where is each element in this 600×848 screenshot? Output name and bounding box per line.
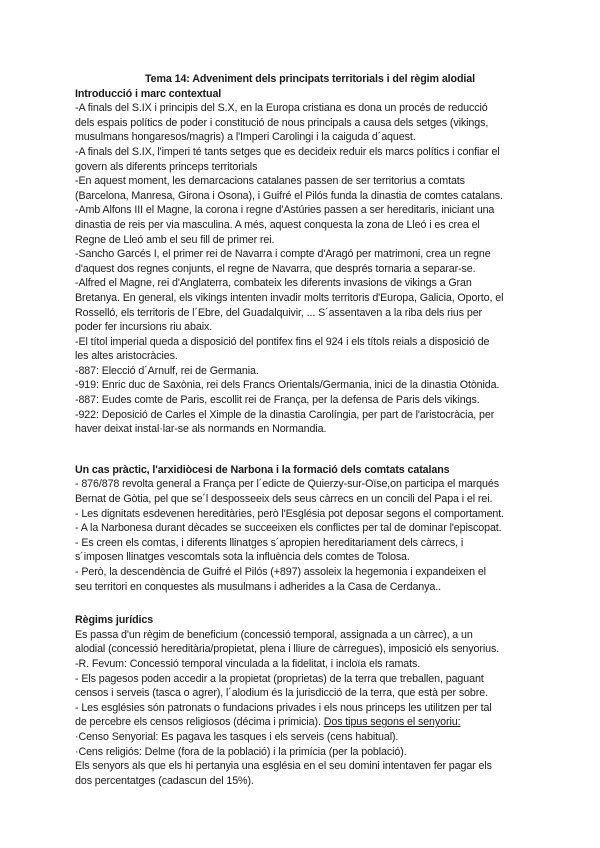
paragraph-line: les altes aristocràcies. [75, 350, 178, 363]
section-narbona-body [75, 477, 545, 594]
paragraph-line: - Les esglésies són patronats o fundacions privades i els nous princeps les utilitzen per tal [75, 701, 492, 714]
paragraph-line: Bernat de Gòtia, pel que se´l desposseeix dels seus càrrecs en un concili del Papa i el rei. [75, 493, 493, 506]
paragraph-line: haver deixat instal·lar-se als normands en Normandia. [75, 423, 327, 436]
paragraph-line: -A finals del S.IX, l'imperi té tants setges que es decideix reduir els marcs polítics i confiar el [75, 145, 500, 158]
paragraph-line: -919: Enric duc de Saxònia, rei dels Francs Orientals/Germania, inici de la dinastia Otònida. [75, 379, 500, 392]
spacer [75, 437, 545, 463]
paragraph-line: - A la Narbonesa durant dècades se succeeixen els conflictes per tal de dominar l'episcopat. [75, 522, 502, 535]
paragraph-line: Es passa d'un règim de beneficium (concessió temporal, assignada a un càrrec), a un [75, 628, 473, 641]
paragraph-line: Bretanya. En general, els vikings intenten invadir molts territoris d'Europa, Galicia, Oporto, el [75, 291, 504, 304]
paragraph-line: (Barcelona, Manresa, Girona i Osona), i Guifré el Pilós funda la dinastia de comtes catalans. [75, 189, 503, 202]
paragraph-line: seu territori en conquestes als musulmans i adherides a la Casa de Cerdanya.. [75, 580, 441, 593]
section-regims-body [75, 628, 545, 716]
paragraph-line: s´imposen llinatges vescomtals sota la influència dels comtes de Tolosa. [75, 551, 410, 564]
paragraph-line: dels espais polítics de poder i constitució de nous principals a causa dels setges (vikings, [75, 116, 489, 129]
paragraph-line: d'aquest dos regnes conjunts, el regne de Navarra, que després tornaria a separar-se. [75, 262, 476, 275]
paragraph-line: ·Censo Senyorial: Es pagava les tasques i els serveis (cens habitual). [75, 730, 399, 743]
paragraph-line: -Sancho Garcés I, el primer rei de Navarra i compte d'Aragó per matrimoni, crea un regne [75, 248, 491, 261]
paragraph-line: Els senyors als que els hi pertanyia una església en el seu domini intentaven fer pagar els [75, 760, 492, 773]
paragraph-line: - Però, la descendència de Guifré el Pilós (+897) assoleix la hegemonia i expandeixen el [75, 566, 486, 578]
paragraph-line: - Els pagesos poden accedir a la propietat (proprietas) de la terra que treballen, paguant [75, 672, 484, 685]
paragraph-line: - Les dignitats esdevenen hereditàries, però l'Església pot deposar segons el comportament. [75, 507, 505, 520]
section-heading-intro: Introducció i marc contextual [75, 87, 222, 100]
paragraph-line: -R. Fevum: Concessió temporal vinculada a la fidelitat, i incloïa els ramats. [75, 657, 421, 670]
paragraph-line: govern als diferents princeps territorials [75, 160, 258, 173]
paragraph-line: dos percentatges (cadascun del 15%). [75, 774, 254, 787]
paragraph-line: musulmans hongaresos/magris) a l'Imperi Carolingi i la caiguda d´aquest. [75, 131, 416, 144]
paragraph-line: censos i serveis (tasca o agrer), l´alodium és la jurisdicció de la terra, que està per sobre. [75, 687, 488, 700]
section-heading-narbona: Un cas pràctic, l'arxidiòcesi de Narbona i la formació dels comtats catalans [75, 463, 450, 476]
paragraph-line: - 876/878 revolta general a França per l´edicte de Quierzy-sur-Oïse,on participa el marqués [75, 478, 499, 491]
paragraph-line: ·Cens religiós: Delme (fora de la població) i la primícia (per la població). [75, 745, 407, 758]
paragraph-line [75, 715, 545, 730]
document-page [75, 72, 545, 788]
section-intro-body [75, 101, 545, 437]
paragraph-line: -A finals del S.IX i principis del S.X, en la Europa cristiana es dona un procés de reducció [75, 102, 488, 115]
section-heading-regims: Règims jurídics [75, 614, 154, 627]
paragraph-line: dinastia de reis per via masculina. A més, aquest conquesta la zona de Lleó i es crea el [75, 218, 480, 231]
paragraph-line: alodial (concessió hereditària/propietat, plena i lliure de càrregues), imposició els senyorius. [75, 643, 500, 656]
paragraph-line: Regne de Lleó amb el seu fill de primer rei. [75, 233, 275, 246]
paragraph-line: -922: Deposició de Carles el Ximple de la dinastia Carolíngia, per part de l'aristocràcia, per [75, 408, 495, 421]
spacer [75, 594, 545, 613]
paragraph-line: -En aquest moment, les demarcacions catalanes passen de ser territorius a comtats [75, 175, 465, 188]
paragraph-line: -Amb Alfons III el Magne, la corona i regne d'Astúries passen a ser hereditaris, iniciant una [75, 204, 495, 217]
paragraph-line: -887: Elecció d´Arnulf, rei de Germania. [75, 364, 259, 377]
paragraph-line: -887: Eudes comte de Paris, escollit rei de França, per la defensa de Paris dels vikings. [75, 394, 480, 407]
paragraph-line: -Alfred el Magne, rei d'Anglaterra, combateix les diferents invasions de vikings a Gran [75, 277, 472, 290]
document-title: Tema 14: Adveniment dels principats territorials i del règim alodial [145, 73, 475, 85]
paragraph-line: Rosselló, els territoris de l´Ebre, del Guadalquivir, ... S´assentaven a la riba dels rius per [75, 306, 483, 319]
paragraph-line: - Es creen els comtas, i diferents llinatges s´apropien hereditariament dels càrrecs, i [75, 536, 464, 549]
section-regims-body-after [75, 730, 545, 788]
line-text: de percebre els censos religiosos (décima i primicia). [75, 716, 324, 729]
paragraph-line: -El títol imperial queda a disposició del pontifex fins el 924 i els títols reials a disposició de [75, 335, 490, 348]
paragraph-line: poder fer incursions riu abaix. [75, 321, 213, 334]
underlined-text: Dos tipus segons el senyoriu: [323, 716, 461, 729]
